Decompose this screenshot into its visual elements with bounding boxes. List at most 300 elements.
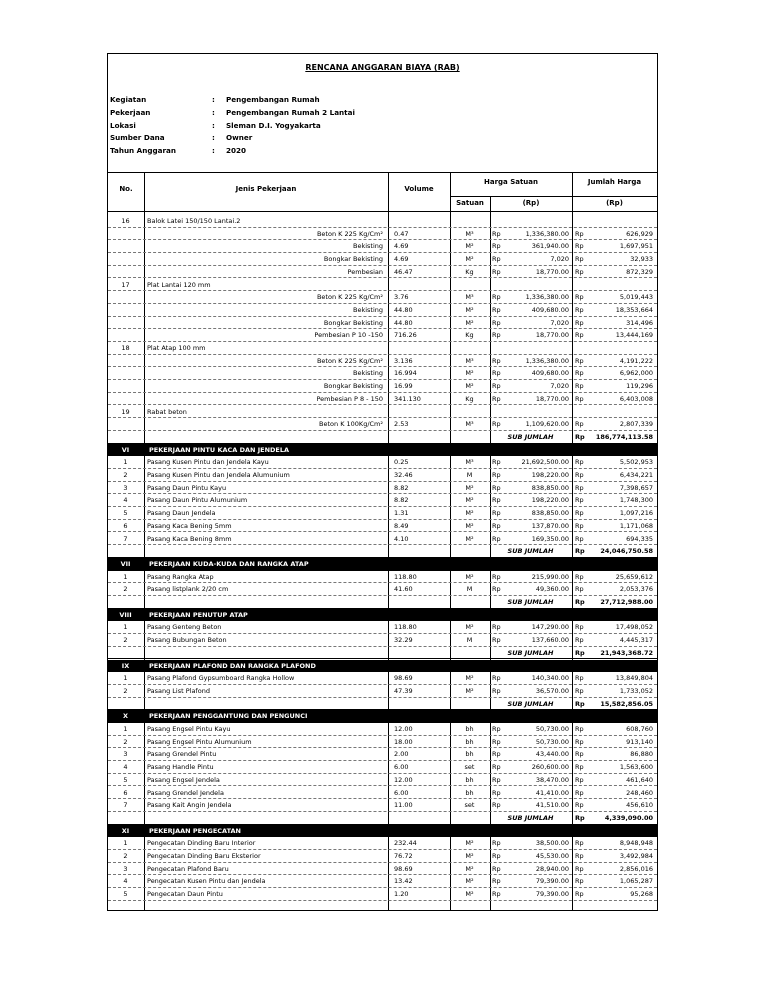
work-description: Bongkar Bekisting: [323, 255, 383, 264]
work-description: Pengecatan Kusen Pintu dan Jendela: [147, 877, 266, 886]
total-price-value: 95,268: [630, 890, 653, 899]
subtotal-label: SUB JUMLAH: [507, 598, 554, 606]
table-row: [108, 621, 657, 634]
work-description: Bongkar Bekisting: [323, 318, 383, 327]
header-mid-line: [450, 196, 657, 197]
table-row: [108, 329, 657, 342]
info-value: Pengembangan Rumah: [226, 95, 320, 104]
currency-label: Rp: [575, 496, 584, 505]
work-description: Pasang Daun Pintu Alumunium: [147, 496, 248, 505]
total-price-value: 456,610: [626, 801, 653, 810]
table-row: [108, 685, 657, 698]
header-harga-satuan: Harga Satuan: [483, 178, 538, 186]
work-description: Pembesian P 8 - 150: [316, 394, 383, 403]
subtotal-row: [108, 545, 657, 558]
volume-value: 41.60: [394, 585, 413, 594]
unit-price-value: 409,680.00: [531, 369, 569, 378]
unit-value: M²: [465, 674, 474, 683]
currency-label: Rp: [575, 839, 584, 848]
work-description: Beton K 100Kg/Cm²: [319, 420, 383, 429]
table-row: [108, 761, 657, 774]
total-price-value: 314,496: [626, 318, 653, 327]
volume-value: 4.10: [394, 534, 409, 543]
unit-price-value: 147,290.00: [531, 623, 569, 632]
work-description: Pembesian: [347, 267, 383, 276]
currency-label: Rp: [575, 547, 585, 556]
total-price-value: 248,460: [626, 788, 653, 797]
table-row: [108, 240, 657, 253]
work-description: Bekisting: [352, 242, 383, 251]
work-description: Pasang Engsel Pintu Alumunium: [147, 737, 252, 746]
work-description: Pasang Kusen Pintu dan Jendela Alumunium: [147, 471, 290, 479]
unit-value: Kg: [465, 331, 474, 340]
currency-label: Rp: [492, 229, 501, 238]
currency-label: Rp: [492, 852, 501, 860]
currency-label: Rp: [492, 255, 501, 264]
currency-label: Rp: [492, 458, 501, 467]
currency-label: Rp: [575, 686, 584, 695]
section-header-row: [108, 825, 657, 838]
currency-label: Rp: [575, 636, 584, 645]
volume-value: 16.994: [394, 369, 417, 378]
section-header-row: [108, 444, 657, 457]
unit-value: M²: [465, 509, 474, 518]
volume-value: 0.47: [394, 229, 409, 238]
work-description: Rabat beton: [147, 407, 187, 416]
currency-label: Rp: [492, 394, 501, 403]
currency-label: Rp: [575, 305, 584, 314]
currency-label: Rp: [575, 801, 584, 810]
total-price-value: 608,760: [626, 725, 653, 733]
volume-value: 98.69: [394, 864, 413, 873]
currency-label: Rp: [492, 725, 501, 733]
volume-value: 2.53: [394, 420, 409, 429]
header-volume: Volume: [404, 185, 434, 193]
table-row: [108, 888, 657, 901]
unit-value: M²: [465, 318, 474, 327]
currency-label: Rp: [575, 318, 584, 327]
currency-label: Rp: [575, 293, 584, 302]
section-header-row: [108, 660, 657, 673]
volume-value: 6.00: [394, 763, 409, 772]
unit-price-value: 38,470.00: [535, 775, 569, 784]
volume-value: 1.20: [394, 890, 409, 899]
total-price-value: 17,498,052: [615, 623, 653, 632]
table-row: [108, 215, 657, 228]
currency-label: Rp: [575, 737, 584, 746]
unit-price-value: 7,020: [550, 318, 569, 327]
total-price-value: 1,733,052: [619, 686, 653, 695]
row-number: 4: [123, 877, 128, 886]
volume-value: 76.72: [394, 852, 413, 860]
unit-value: M²: [465, 305, 474, 314]
unit-price-value: 838,850.00: [531, 509, 569, 518]
total-price-value: 2,807,339: [619, 420, 653, 429]
total-price-value: 119,296: [626, 382, 653, 391]
info-colon: :: [212, 133, 215, 143]
volume-value: 18.00: [394, 737, 413, 746]
currency-label: Rp: [492, 483, 501, 492]
row-number: 1: [123, 725, 128, 733]
subtotal-label: SUB JUMLAH: [507, 648, 554, 657]
volume-value: 47.39: [394, 686, 413, 695]
volume-value: 716.26: [394, 331, 417, 340]
currency-label: Rp: [575, 483, 584, 492]
unit-price-value: 36,570.00: [535, 686, 569, 695]
unit-price-value: 49,360.00: [535, 585, 569, 594]
currency-label: Rp: [575, 369, 584, 378]
currency-label: Rp: [492, 356, 501, 365]
currency-label: Rp: [492, 242, 501, 251]
info-label: Pekerjaan: [110, 107, 151, 117]
unit-value: Kg: [465, 394, 474, 403]
header-rp-harga: (Rp): [522, 199, 540, 207]
row-number: X: [122, 712, 128, 721]
table-row: [108, 393, 657, 406]
work-description: Pasang Kaca Bening 8mm: [147, 534, 232, 543]
unit-value: M²: [465, 623, 474, 632]
total-price-value: 461,640: [626, 775, 653, 784]
work-description: Pasang Genteng Beton: [147, 623, 222, 632]
total-price-value: 1,563,600: [619, 763, 653, 772]
currency-label: Rp: [575, 864, 584, 873]
info-colon: :: [212, 95, 215, 104]
unit-price-value: 198,220.00: [531, 471, 569, 479]
info-colon: :: [212, 120, 215, 130]
unit-value: M²: [465, 877, 474, 886]
work-description: PEKERJAAN PLAFOND DAN RANGKA PLAFOND: [149, 661, 316, 670]
total-price-value: 4,445,317: [619, 636, 653, 645]
currency-label: Rp: [492, 521, 501, 530]
unit-price-value: 18,770.00: [535, 331, 569, 340]
currency-label: Rp: [492, 623, 501, 632]
currency-label: Rp: [575, 420, 584, 429]
currency-label: Rp: [575, 852, 584, 860]
work-description: PEKERJAAN PENUTUP ATAP: [149, 610, 248, 619]
total-price-value: 4,191,222: [619, 356, 653, 365]
currency-label: Rp: [575, 674, 584, 683]
row-number: VIII: [119, 610, 132, 619]
table-row: [108, 787, 657, 800]
row-number: 2: [123, 737, 128, 746]
info-colon: :: [212, 146, 215, 156]
table-row: [108, 736, 657, 749]
table-row: [108, 304, 657, 317]
total-price-value: 7,398,657: [619, 483, 653, 492]
currency-label: Rp: [575, 471, 584, 479]
table-row: [108, 672, 657, 685]
currency-label: Rp: [492, 267, 501, 276]
currency-label: Rp: [575, 572, 584, 581]
table-row: [108, 723, 657, 736]
unit-value: bh: [465, 737, 474, 746]
currency-label: Rp: [575, 534, 584, 543]
work-description: Pasang List Plafond: [147, 686, 210, 695]
work-description: Bekisting: [352, 369, 383, 378]
subtotal-value: 27,712,988.00: [600, 598, 653, 606]
unit-price-value: 18,770.00: [535, 394, 569, 403]
total-price-value: 25,659,612: [615, 572, 653, 581]
section-header-row: [108, 710, 657, 723]
row-number: 2: [123, 686, 128, 695]
total-price-value: 694,335: [626, 534, 653, 543]
unit-price-value: 1,336,380.00: [525, 293, 569, 302]
currency-label: Rp: [492, 496, 501, 505]
table-row: [108, 799, 657, 812]
currency-label: Rp: [575, 394, 584, 403]
unit-price-value: 41,510.00: [535, 801, 569, 810]
unit-price-value: 409,680.00: [531, 305, 569, 314]
currency-label: Rp: [575, 267, 584, 276]
total-price-value: 1,097,216: [619, 509, 653, 518]
table-row: [108, 850, 657, 863]
unit-price-value: 43,440.00: [535, 750, 569, 759]
unit-price-value: 18,770.00: [535, 267, 569, 276]
subtotal-value: 15,582,856.05: [600, 699, 653, 708]
unit-price-value: 21,692,500.00: [521, 458, 569, 467]
unit-value: M²: [465, 890, 474, 899]
volume-value: 232.44: [394, 839, 417, 848]
currency-label: Rp: [492, 750, 501, 759]
row-number: 1: [123, 674, 128, 683]
work-description: Plat Atap 100 mm: [147, 344, 206, 352]
info-label: Lokasi: [110, 120, 136, 130]
work-description: Pasang Bubungan Beton: [147, 636, 227, 645]
work-description: Pengecatan Dinding Baru Eksterior: [147, 852, 261, 860]
unit-value: M²: [465, 839, 474, 848]
currency-label: Rp: [575, 432, 585, 441]
row-number: 7: [123, 801, 128, 810]
header-jumlah-harga: Jumlah Harga: [587, 178, 642, 186]
work-description: Pasang Kaca Bening 5mm: [147, 521, 232, 530]
header-jenis-pekerjaan: Jenis Pekerjaan: [235, 185, 297, 193]
table-row: [108, 748, 657, 761]
currency-label: Rp: [492, 763, 501, 772]
unit-value: M³: [465, 458, 474, 467]
table-row: [108, 228, 657, 241]
currency-label: Rp: [492, 686, 501, 695]
work-description: PEKERJAAN PENGGANTUNG DAN PENGUNCI: [149, 712, 308, 721]
currency-label: Rp: [575, 521, 584, 530]
volume-value: 12.00: [394, 775, 413, 784]
total-price-value: 5,502,953: [619, 458, 653, 467]
currency-label: Rp: [575, 813, 585, 822]
work-description: Beton K 225 Kg/Cm²: [316, 356, 383, 365]
row-number: 18: [121, 344, 130, 352]
table-row: [108, 482, 657, 495]
unit-value: set: [464, 801, 475, 810]
subtotal-label: SUB JUMLAH: [507, 432, 554, 441]
row-number: 2: [123, 852, 128, 860]
total-price-value: 5,019,443: [619, 293, 653, 302]
currency-label: Rp: [492, 509, 501, 518]
info-label: Tahun Anggaran: [110, 146, 177, 156]
table-row: [108, 863, 657, 876]
unit-price-value: 50,730.00: [535, 737, 569, 746]
unit-value: M²: [465, 572, 474, 581]
unit-value: bh: [465, 750, 474, 759]
volume-value: 98.69: [394, 674, 413, 683]
unit-value: M³: [465, 356, 474, 365]
work-description: Pasang Handle Pintu: [147, 763, 214, 772]
row-number: 16: [121, 217, 130, 225]
row-number: 1: [123, 572, 128, 581]
volume-value: 8.82: [394, 496, 409, 505]
unit-value: M: [466, 585, 473, 594]
total-price-value: 2,856,016: [619, 864, 653, 873]
volume-value: 118.80: [394, 572, 417, 581]
info-value: Sleman D.I. Yogyakarta: [226, 120, 321, 130]
currency-label: Rp: [492, 305, 501, 314]
unit-value: M²: [465, 521, 474, 530]
row-number: 4: [123, 496, 128, 505]
unit-value: bh: [465, 775, 474, 784]
unit-price-value: 260,600.00: [531, 763, 569, 772]
row-number: 5: [123, 509, 128, 518]
table-row: [108, 507, 657, 520]
currency-label: Rp: [575, 382, 584, 391]
work-description: Pasang Kait Angin Jendela: [147, 801, 232, 810]
work-description: Pembesian P 10 -150: [314, 331, 383, 340]
work-description: Pengecatan Daun Pintu: [147, 890, 223, 899]
currency-label: Rp: [575, 750, 584, 759]
currency-label: Rp: [575, 725, 584, 733]
unit-value: M³: [465, 293, 474, 302]
subtotal-row: [108, 596, 657, 609]
currency-label: Rp: [575, 877, 584, 886]
unit-price-value: 38,500.00: [535, 839, 569, 848]
info-value: Owner: [226, 133, 253, 143]
info-label: Sumber Dana: [110, 133, 165, 143]
work-description: Pasang Kusen Pintu dan Jendela Kayu: [147, 458, 269, 467]
currency-label: Rp: [575, 890, 584, 899]
volume-value: 32.29: [394, 636, 413, 645]
table-row: [108, 837, 657, 850]
currency-label: Rp: [492, 674, 501, 683]
currency-label: Rp: [492, 331, 501, 340]
total-price-value: 872,329: [626, 267, 653, 276]
total-price-value: 18,353,664: [615, 305, 653, 314]
unit-price-value: 361,940.00: [531, 242, 569, 251]
table-row: [108, 406, 657, 419]
row-number: 5: [123, 775, 128, 784]
volume-value: 13.42: [394, 877, 413, 886]
table-row: [108, 875, 657, 888]
volume-value: 341.130: [394, 394, 421, 403]
subtotal-value: 24,046,750.58: [600, 547, 653, 556]
currency-label: Rp: [492, 572, 501, 581]
subtotal-value: 4,339,090.00: [604, 813, 653, 822]
subtotal-row: [108, 698, 657, 711]
total-price-value: 13,849,804: [615, 674, 653, 683]
subtotal-value: 186,774,113.58: [595, 432, 653, 441]
currency-label: Rp: [575, 623, 584, 632]
unit-value: M²: [465, 534, 474, 543]
unit-price-value: 28,940.00: [535, 864, 569, 873]
currency-label: Rp: [575, 458, 584, 467]
unit-price-value: 79,390.00: [535, 877, 569, 886]
volume-value: 46.47: [394, 267, 413, 276]
total-price-value: 3,492,984: [619, 852, 653, 860]
total-price-value: 2,053,376: [619, 585, 653, 594]
subtotal-label: SUB JUMLAH: [507, 699, 554, 708]
currency-label: Rp: [575, 763, 584, 772]
row-number: XI: [121, 826, 130, 835]
volume-value: 118.80: [394, 623, 417, 632]
unit-value: M³: [465, 420, 474, 429]
volume-value: 6.00: [394, 788, 409, 797]
work-description: Pasang Engsel Jendela: [147, 775, 220, 784]
currency-label: Rp: [575, 699, 585, 708]
unit-value: M²: [465, 496, 474, 505]
total-price-value: 6,434,221: [619, 471, 653, 479]
currency-label: Rp: [575, 775, 584, 784]
currency-label: Rp: [492, 471, 501, 479]
work-description: Pasang Engsel Pintu Kayu: [147, 725, 231, 733]
table-row: [108, 355, 657, 368]
info-value: 2020: [226, 146, 247, 156]
table-row: [108, 774, 657, 787]
currency-label: Rp: [575, 788, 584, 797]
table-row: [108, 291, 657, 304]
table-row: [108, 583, 657, 596]
total-price-value: 1,697,951: [619, 242, 653, 251]
unit-value: M²: [465, 864, 474, 873]
unit-value: bh: [465, 788, 474, 797]
unit-price-value: 41,410.00: [535, 788, 569, 797]
volume-value: 4.69: [394, 242, 409, 251]
row-number: 3: [123, 864, 128, 873]
work-description: Pengecatan Plafond Baru: [147, 864, 229, 873]
unit-value: M²: [465, 242, 474, 251]
unit-price-value: 50,730.00: [535, 725, 569, 733]
unit-value: M²: [465, 852, 474, 860]
row-number: 1: [123, 458, 128, 467]
table-row: [108, 342, 657, 355]
row-number: 3: [123, 750, 128, 759]
row-number: IX: [121, 661, 130, 670]
table-row: [108, 317, 657, 330]
currency-label: Rp: [575, 331, 584, 340]
currency-label: Rp: [575, 255, 584, 264]
work-description: PEKERJAAN PENGECATAN: [149, 826, 241, 835]
table-row: [108, 520, 657, 533]
currency-label: Rp: [492, 293, 501, 302]
subtotal-label: SUB JUMLAH: [507, 813, 554, 822]
unit-price-value: 7,020: [550, 255, 569, 264]
total-price-value: 1,171,068: [619, 521, 653, 530]
currency-label: Rp: [492, 636, 501, 645]
work-description: Balok Latei 150/150 Lantai.2: [147, 217, 241, 225]
table-row: [108, 253, 657, 266]
currency-label: Rp: [575, 229, 584, 238]
header-top-line: [108, 172, 657, 173]
table-row: [108, 571, 657, 584]
currency-label: Rp: [492, 890, 501, 899]
unit-value: M: [466, 636, 473, 645]
total-price-value: 626,929: [626, 229, 653, 238]
volume-value: 1.31: [394, 509, 409, 518]
info-colon: :: [212, 107, 215, 117]
table-row: [108, 380, 657, 393]
row-number: 5: [123, 890, 128, 899]
header-no: No.: [119, 185, 133, 193]
row-number: 2: [123, 585, 128, 594]
unit-value: M²: [465, 686, 474, 695]
table-row: [108, 266, 657, 279]
subtotal-value: 21,943,368.72: [600, 648, 653, 657]
work-description: Bekisting: [352, 305, 383, 314]
